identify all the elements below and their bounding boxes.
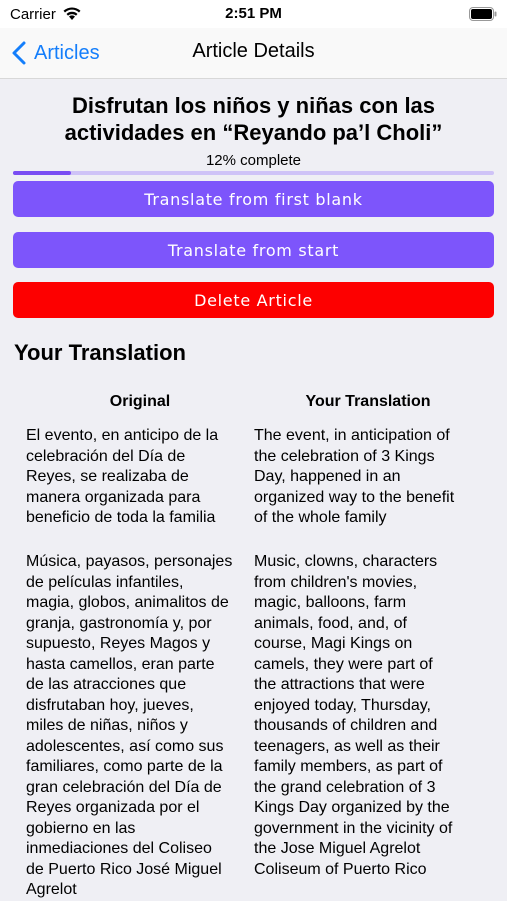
original-line: disfrutaban hoy, jueves, <box>26 696 194 714</box>
original-line: inmediaciones del Coliseo <box>26 840 212 857</box>
translate-from-start-button[interactable]: Translate from start <box>13 232 494 268</box>
battery-icon <box>469 7 497 26</box>
original-line: Reyes organizada por el <box>26 799 200 816</box>
original-line: de películas infantiles, <box>26 573 184 591</box>
translation-line: teenagers, as well as their <box>254 737 440 755</box>
article-title <box>10 92 497 146</box>
original-line: miles de niñas, niños y <box>26 717 188 734</box>
translation-line: from children's movies, <box>254 573 418 591</box>
carrier-label: Carrier <box>10 6 56 23</box>
translation-line: of the whole family <box>254 509 387 526</box>
clock: 2:51 PM <box>225 5 282 22</box>
original-line: gran celebración del Día de <box>26 778 222 796</box>
translation-paragraph <box>254 426 454 529</box>
translation-line: Day, happened in an <box>254 468 401 485</box>
translation-line: the celebration of 3 Kings <box>254 447 435 465</box>
original-line: granja, gastronomía y, por <box>26 614 212 632</box>
translation-line: government in the vicinity of <box>254 819 453 837</box>
original-line: magia, globos, animalitos de <box>26 594 229 611</box>
delete-article-button[interactable]: Delete Article <box>13 282 494 318</box>
original-line: hasta camellos, eran parte <box>26 655 215 673</box>
column-header-translation: Your Translation <box>305 393 431 410</box>
progress-label: 12% complete <box>205 152 302 169</box>
original-line: celebración del Día de <box>26 447 186 465</box>
back-button-label: Articles <box>34 41 100 64</box>
nav-title: Article Details <box>192 40 315 62</box>
translation-line: magic, balloons, farm <box>254 594 407 611</box>
original-line: Música, payasos, personajes <box>26 553 233 570</box>
progress-bar <box>13 171 494 175</box>
translation-line: the grand celebration of 3 <box>254 778 436 796</box>
translation-line: Music, clowns, characters <box>254 553 438 570</box>
original-line: familiares, como parte de la <box>26 758 223 775</box>
translation-line: thousands of children and <box>254 717 438 734</box>
translation-line: animals, food, and, of <box>254 614 407 632</box>
translation-line: camels, they were part of <box>254 655 433 673</box>
original-line: beneficio de toda la familia <box>26 509 216 526</box>
original-line: El evento, en anticipo de la <box>26 427 219 444</box>
original-line: supuesto, Reyes Magos y <box>26 635 211 652</box>
article-title-line: Disfrutan los niños y niñas con las <box>71 93 436 118</box>
status-bar <box>0 0 507 28</box>
article-title-line: actividades en “Reyando pa’l Choli” <box>64 120 443 145</box>
translation-line: organized way to the benefit <box>254 488 455 506</box>
progress-bar-fill <box>13 171 71 175</box>
translation-line: the attractions that were <box>254 676 425 693</box>
original-line: de las atracciones que <box>26 676 187 693</box>
translation-line: enjoyed today, Thursday, <box>254 696 431 714</box>
translation-paragraph <box>254 552 452 880</box>
original-line: adolescentes, así como sus <box>26 737 224 755</box>
article-details-content[interactable] <box>0 80 507 898</box>
navigation-bar <box>0 28 507 79</box>
translation-line: family members, as part of <box>254 758 443 775</box>
translation-line: course, Magi Kings on <box>254 635 413 652</box>
original-paragraph <box>26 426 218 529</box>
translate-from-first-blank-button[interactable]: Translate from first blank <box>13 181 494 217</box>
original-line: gobierno en las <box>26 819 136 837</box>
translation-line: Coliseum of Puerto Rico <box>254 860 427 878</box>
translation-line: the Jose Miguel Agrelot <box>254 840 421 857</box>
translation-line: Kings Day organized by the <box>254 799 450 816</box>
column-header-original: Original <box>109 393 171 410</box>
original-line: de Puerto Rico José Miguel <box>26 860 222 878</box>
section-heading: Your Translation <box>14 340 186 365</box>
original-line: Agrelot <box>26 881 77 898</box>
original-line: Reyes, se realizaba de <box>26 468 189 485</box>
original-paragraph <box>26 552 232 901</box>
original-line: manera organizada para <box>26 488 201 506</box>
translation-line: The event, in anticipation of <box>254 427 450 444</box>
